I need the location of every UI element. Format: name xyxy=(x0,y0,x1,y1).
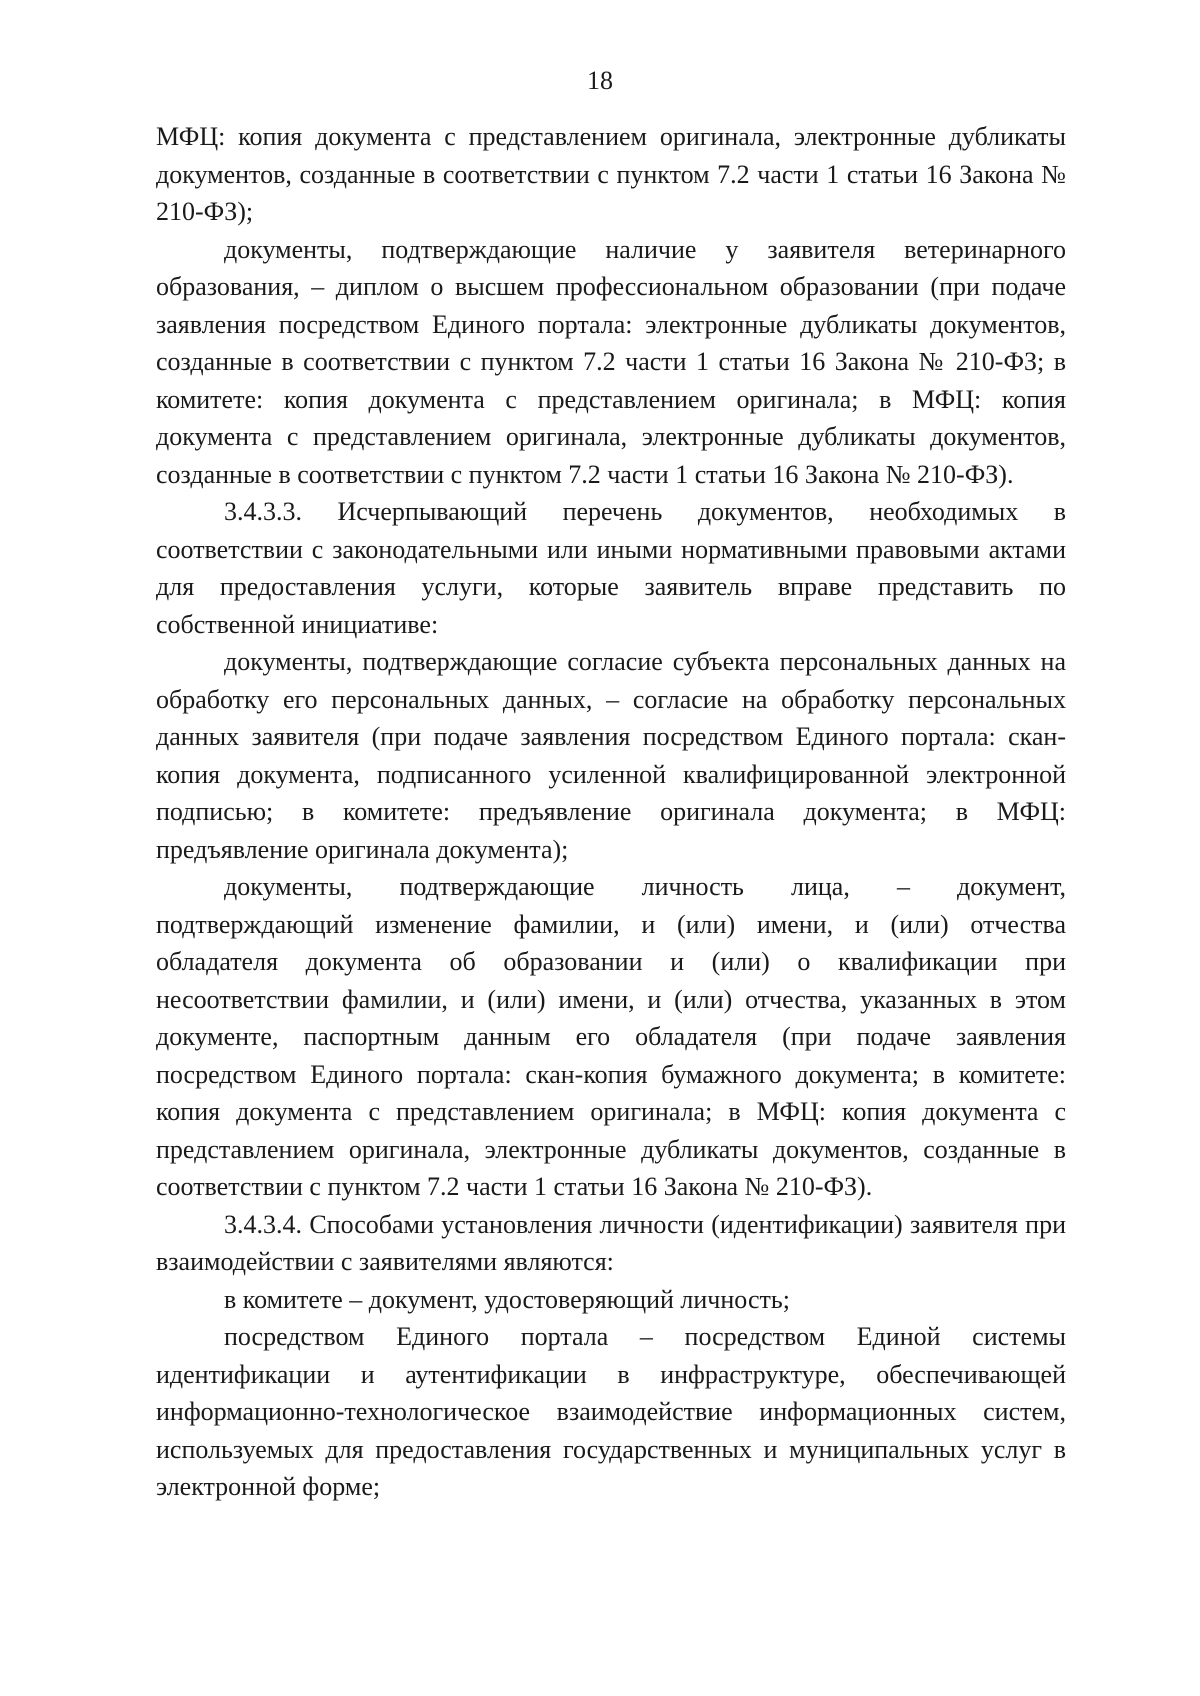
paragraph-3-4-3-4: 3.4.3.4. Способами установления личности (идентификации) заявителя при взаимодействии с заявителями являются: xyxy=(156,1209,1066,1276)
paragraph-veterinary-education: документы, подтверждающие наличие у заявителя ветеринарного образования, – диплом о высшем профессиональном образовании (при подаче заявления посредством Единого портала: электронные дубликаты документов, созданные в соответствии с пунктом 7.2 части 1 статьи 16 Закона № 210-ФЗ; в комитете: копия документа с представлением оригинала; в МФЦ: копия документа с представлением оригинала, электронные дубликаты документов, созданные в соответствии с пунктом 7.2 части 1 статьи 16 Закона № 210-ФЗ). xyxy=(156,234,1066,489)
paragraph-3-4-3-3: 3.4.3.3. Исчерпывающий перечень документов, необходимых в соответствии с законодательными или иными нормативными правовыми актами для предоставления услуги, которые заявитель вправе представить по собственной инициативе: xyxy=(156,497,1066,639)
page-number: 18 xyxy=(587,66,613,95)
paragraph-personal-data-consent: документы, подтверждающие согласие субъекта персональных данных на обработку его персональных данных, – согласие на обработку персональных данных заявителя (при подаче заявления посредством Единого портала: скан-копия документа, подписанного усиленной квалифицированной электронной подписью; в комитете: предъявление оригинала документа; в МФЦ: предъявление оригинала документа); xyxy=(156,647,1066,864)
document-body xyxy=(156,118,1066,1506)
paragraph-unified-portal-identity: посредством Единого портала – посредством Единой системы идентификации и аутентификации в инфраструктуре, обеспечивающей информационно-технологическое взаимодействие информационных систем, используемых для предоставления государственных и муниципальных услуг в электронной форме; xyxy=(156,1322,1066,1501)
paragraph-identity-documents: документы, подтверждающие личность лица, – документ, подтверждающий изменение фамилии, и (или) имени, и (или) отчества обладателя документа об образовании и (или) о квалификации при несоответствии фамилии, и (или) имени, и (или) отчества, указанных в этом документе, паспортным данным его обладателя (при подаче заявления посредством Единого портала: скан-копия бумажного документа; в комитете: копия документа с представлением оригинала; в МФЦ: копия документа с представлением оригинала, электронные дубликаты документов, созданные в соответствии с пунктом 7.2 части 1 статьи 16 Закона № 210-ФЗ). xyxy=(156,872,1066,1201)
paragraph-committee-identity: в комитете – документ, удостоверяющий личность; xyxy=(224,1284,790,1314)
paragraph-mfc-copy: МФЦ: копия документа с представлением оригинала, электронные дубликаты документов, созданные в соответствии с пунктом 7.2 части 1 статьи 16 Закона № 210-ФЗ); xyxy=(156,122,1066,226)
